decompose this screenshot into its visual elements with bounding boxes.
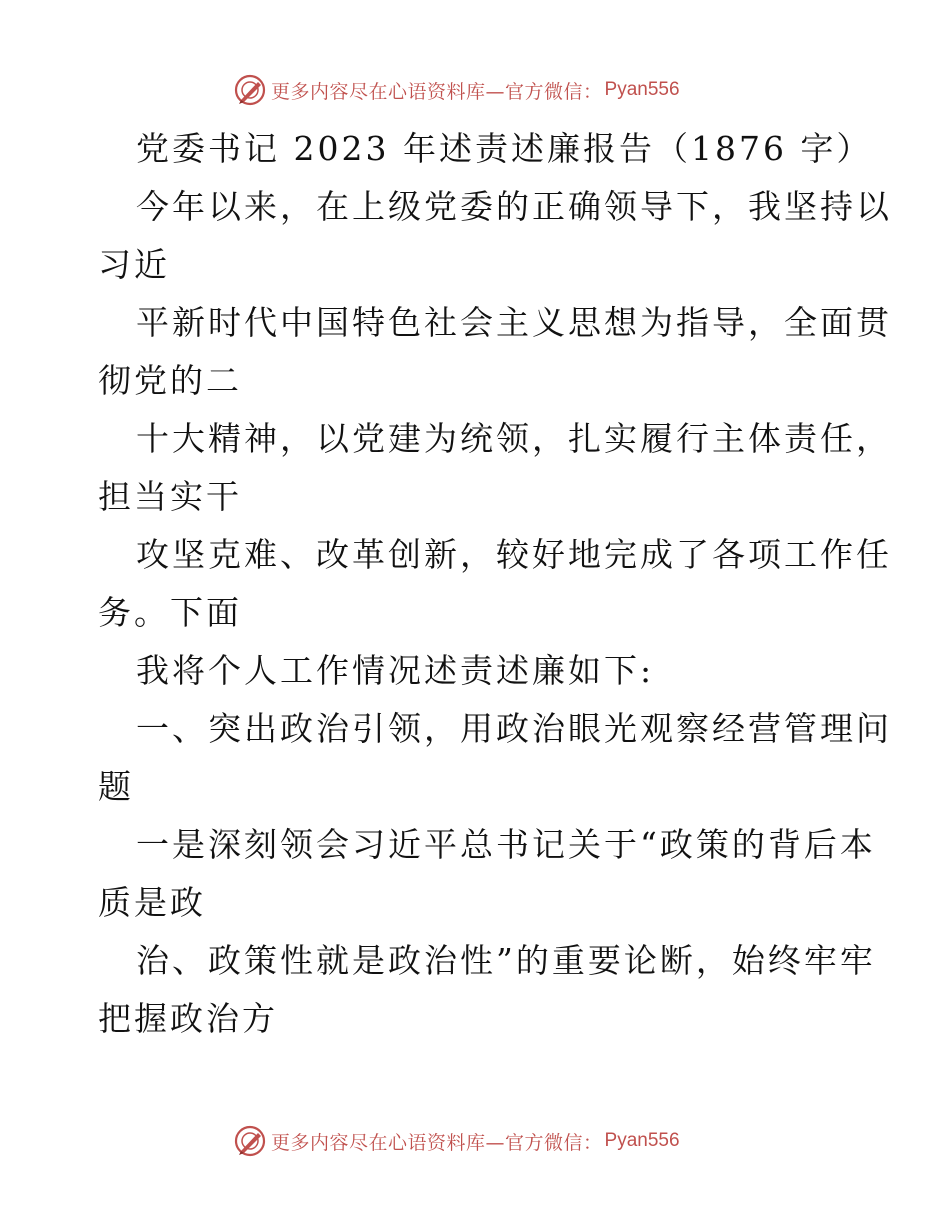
paragraph-line: 务。下面 bbox=[98, 593, 242, 632]
paragraph-line: 彻党的二 bbox=[98, 361, 242, 400]
watermark-text: 更多内容尽在心语资料库—官方微信： bbox=[271, 1131, 603, 1154]
paragraph-line: 今年以来，在上级党委的正确领导下，我坚持以 bbox=[136, 187, 892, 226]
footer-watermark bbox=[233, 1123, 680, 1159]
document-title: 党委书记 2023 年述责述廉报告（1876 字） bbox=[136, 129, 873, 168]
paragraph-line: 平新时代中国特色社会主义思想为指导，全面贯 bbox=[136, 303, 892, 342]
paragraph-line: 担当实干 bbox=[98, 477, 242, 516]
paragraph-line: 治、政策性就是政治性”的重要论断，始终牢牢 bbox=[136, 941, 876, 980]
paragraph-line: 十大精神，以党建为统领，扎实履行主体责任， bbox=[136, 419, 892, 458]
paragraph-line: 把握政治方 bbox=[98, 999, 278, 1038]
paragraph-line: 我将个人工作情况述责述廉如下: bbox=[136, 651, 655, 690]
watermark-text: 更多内容尽在心语资料库—官方微信： bbox=[271, 80, 603, 103]
watermark-wechat-id: Pyan556 bbox=[604, 1130, 680, 1151]
paragraph-line: 一、突出政治引领，用政治眼光观察经营管理问 bbox=[136, 709, 892, 748]
pen-logo-icon bbox=[233, 73, 267, 107]
paragraph-line: 一是深刻领会习近平总书记关于“政策的背后本 bbox=[136, 825, 876, 864]
document-body bbox=[98, 120, 892, 1048]
paragraph-line: 质是政 bbox=[98, 883, 206, 922]
paragraph-line: 题 bbox=[98, 767, 134, 806]
pen-logo-icon bbox=[233, 1124, 267, 1158]
paragraph-line: 攻坚克难、改革创新，较好地完成了各项工作任 bbox=[136, 535, 892, 574]
watermark-wechat-id: Pyan556 bbox=[604, 79, 680, 100]
header-watermark bbox=[233, 72, 680, 108]
paragraph-line: 习近 bbox=[98, 245, 170, 284]
